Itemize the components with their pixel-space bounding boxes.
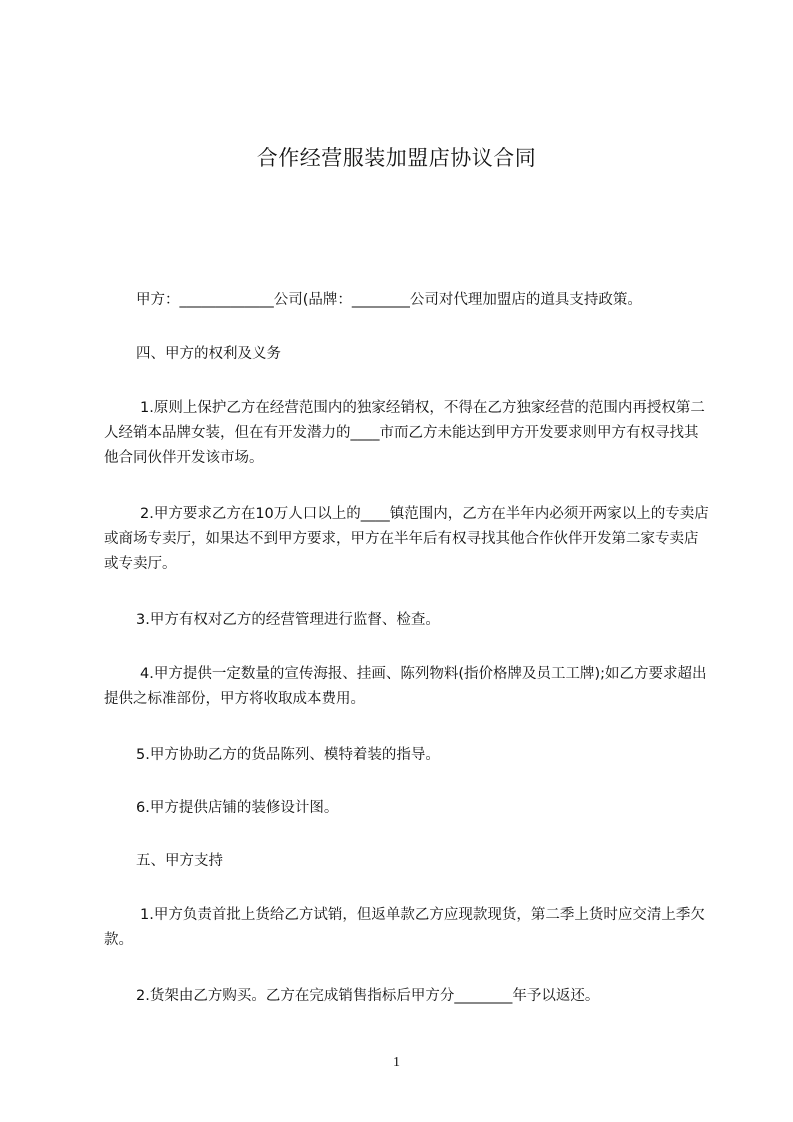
heading-section-five: 五、甲方支持: [136, 853, 223, 869]
paragraph-4-5: 5.甲方协助乙方的货品陈列、模特着装的指导。: [136, 747, 440, 763]
paragraph-4-3: 3.甲方有权对乙方的经营管理进行监督、检查。: [136, 612, 440, 628]
paragraph-5-2: 2.货架由乙方购买。乙方在完成销售指标后甲方分________年予以返还。: [136, 988, 600, 1004]
paragraph-5-1: 1.甲方负责首批上货给乙方试销，但返单款乙方应现款现货，第二季上货时应交清上季欠款。: [104, 907, 705, 948]
paragraph-4-1: 1.原则上保护乙方在经营范围内的独家经销权，不得在乙方独家经营的范围内再授权第二人经销本品牌女装，但在有开发潜力的____市而乙方未能达到甲方开发要求则甲方有权寻找其他合同伙伴开发该市场。: [104, 400, 705, 466]
paragraph-party-a: 甲方：_____________公司(品牌：________公司对代理加盟店的道具支持政策。: [136, 292, 642, 308]
paragraph-4-2: 2.甲方要求乙方在10万人口以上的____镇范围内，乙方在半年内必须开两家以上的专卖店或商场专卖厅，如果达不到甲方要求，甲方在半年后有权寻找其他合作伙伴开发第二家专卖店或专卖厅。: [104, 506, 709, 572]
page-number: 1: [393, 1055, 400, 1070]
paragraph-4-4: 4.甲方提供一定数量的宣传海报、挂画、陈列物料(指价格牌及员工工牌);如乙方要求超出提供之标准部份，甲方将收取成本费用。: [104, 666, 707, 707]
document-title: 合作经营服装加盟店协议合同: [256, 146, 537, 170]
paragraph-4-6: 6.甲方提供店铺的装修设计图。: [136, 800, 339, 816]
heading-section-four: 四、甲方的权利及义务: [136, 346, 281, 362]
